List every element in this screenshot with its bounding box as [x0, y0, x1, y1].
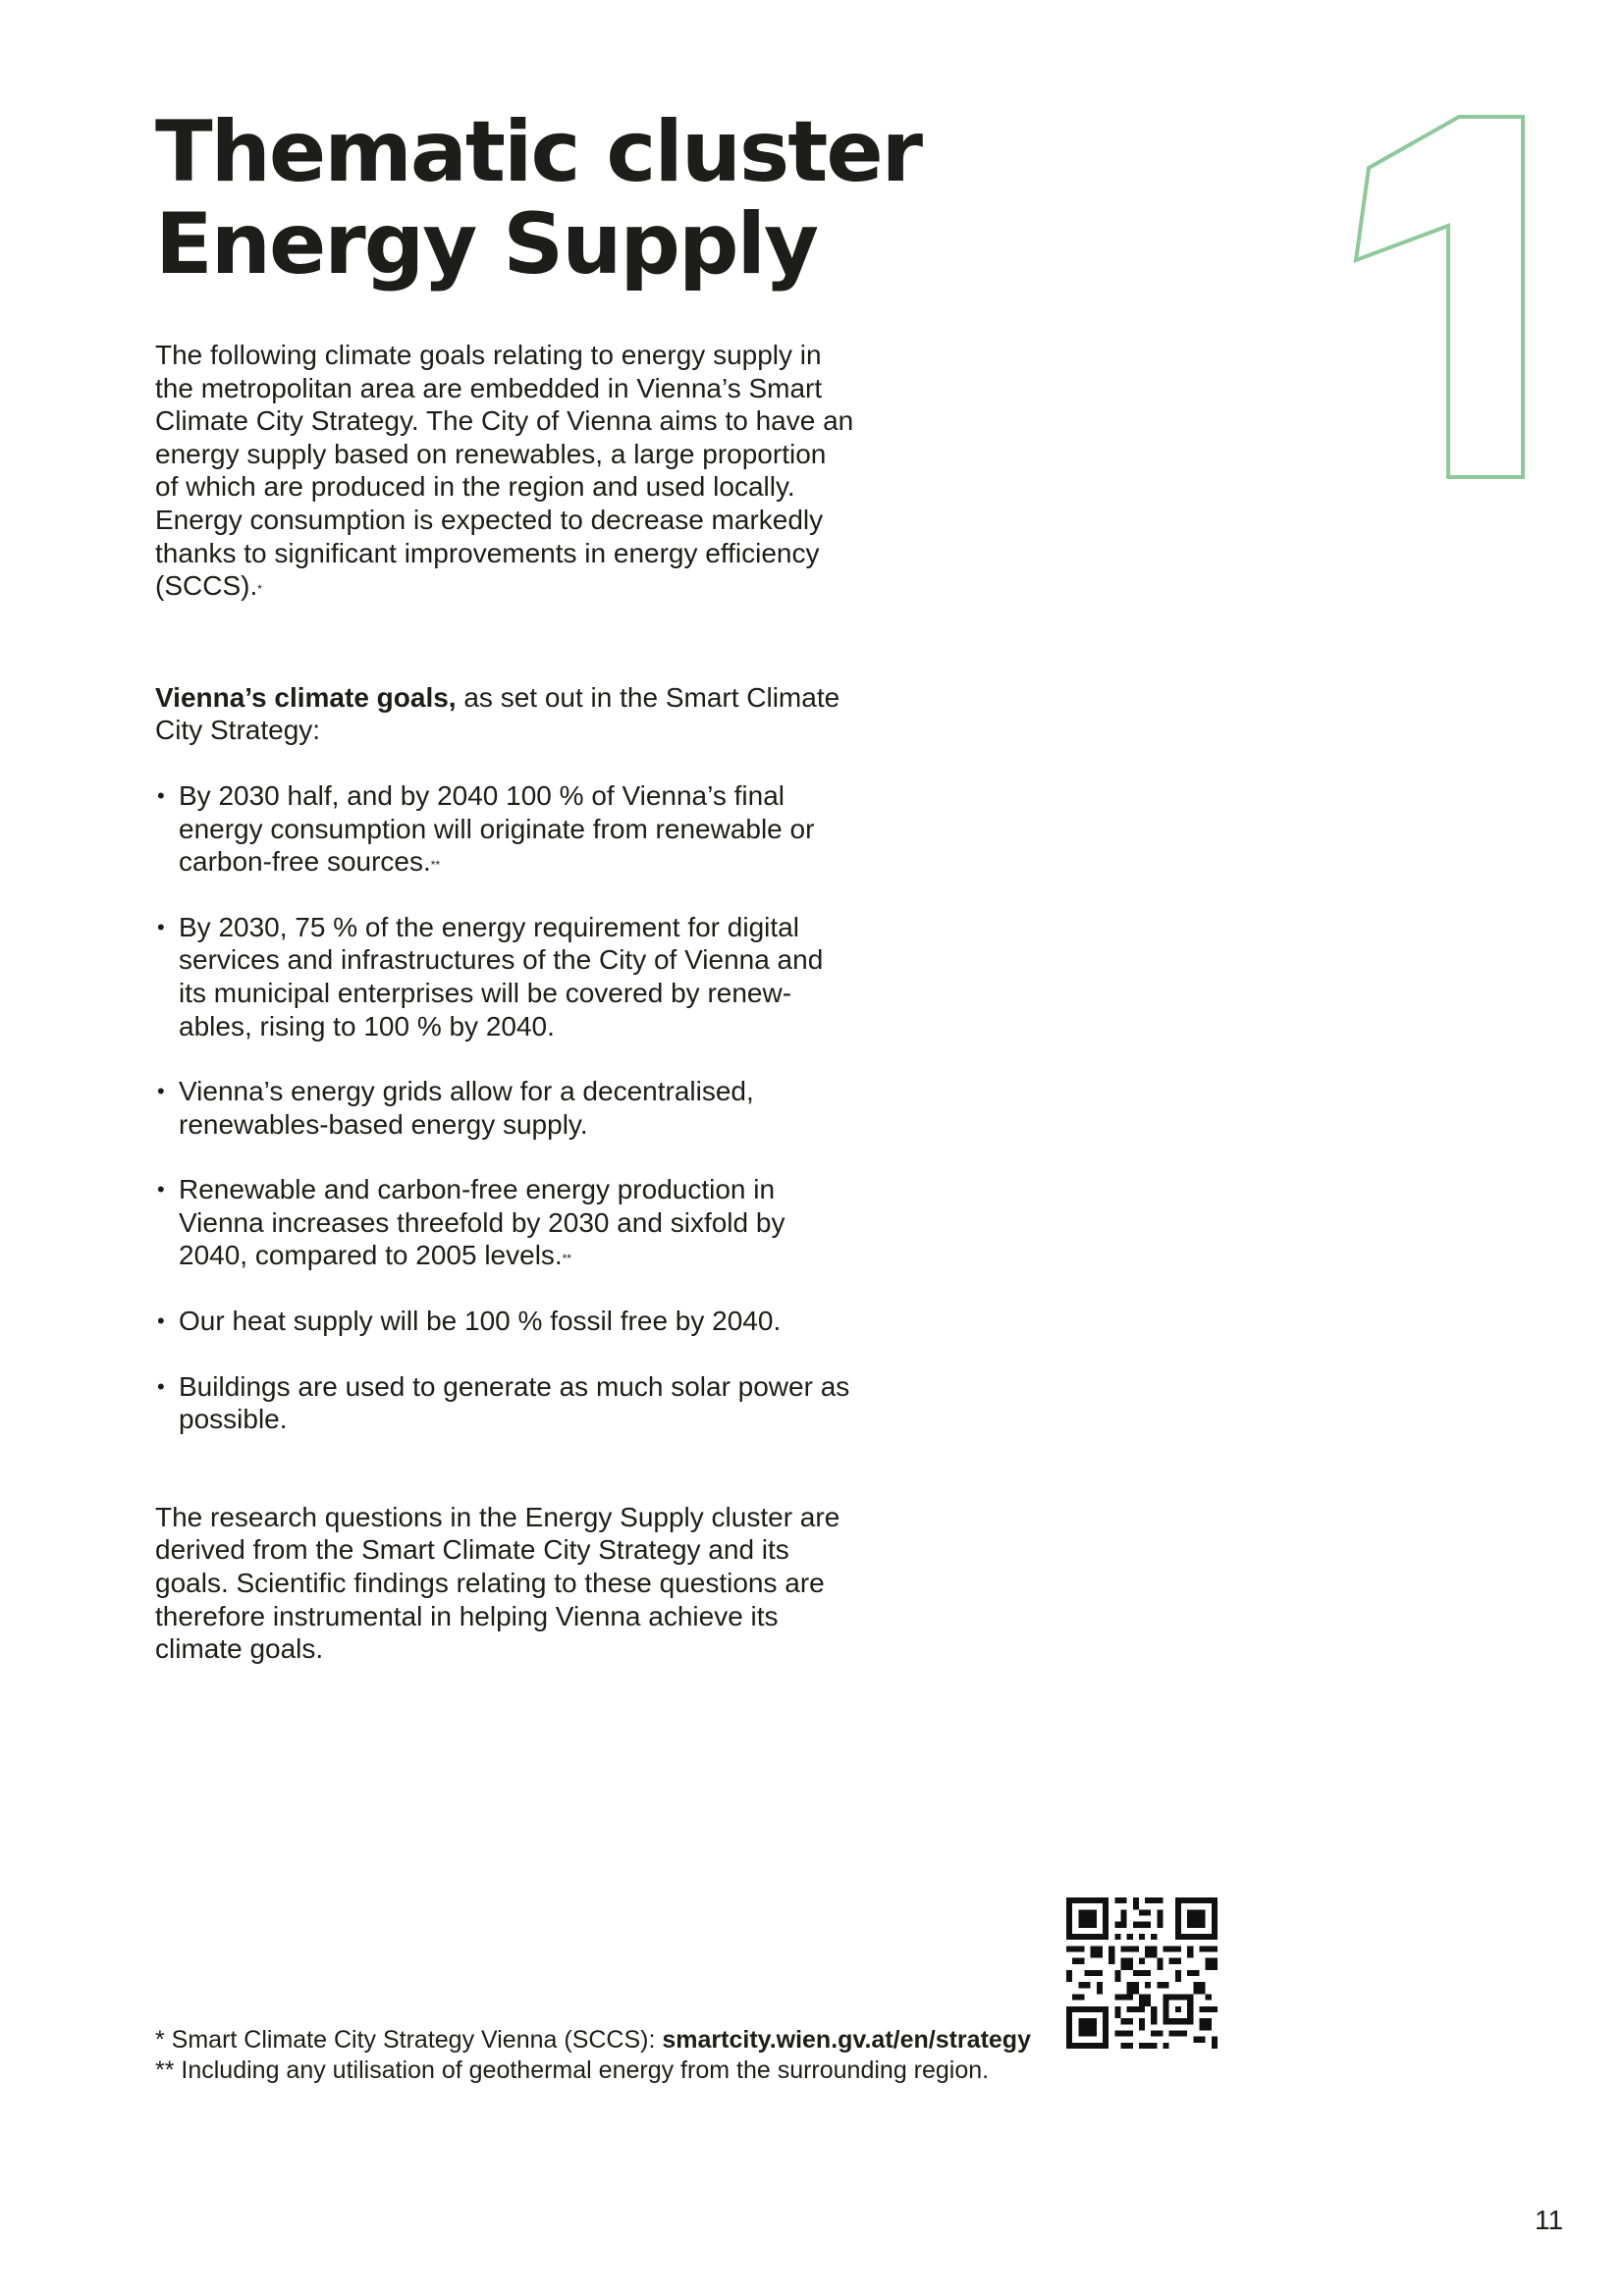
intro-paragraph — [155, 339, 854, 603]
page-title — [155, 103, 960, 294]
goal-text: By 2030, 75 % of the energy requirement for digital services and infrastructures of the City of Vienna and its municipal enterprises will be covered by renewables, rising to 100 % by 2040. — [179, 911, 824, 1041]
list-item — [155, 779, 854, 879]
list-item — [155, 1370, 854, 1436]
footnote-1 — [155, 2025, 1031, 2056]
goals-lead-bold: Vienna’s climate goals, — [155, 681, 457, 713]
main-content — [155, 339, 854, 1666]
title-line-2: Energy Supply — [155, 195, 818, 294]
list-item — [155, 1173, 854, 1272]
footnote-2: ** Including any utilisation of geothermal energy from the surrounding region. — [155, 2056, 990, 2084]
goals-list — [155, 779, 854, 1436]
list-item — [155, 1075, 854, 1141]
goal-text: Buildings are used to generate as much solar power as possible. — [179, 1370, 850, 1435]
qr-code[interactable] — [1066, 1897, 1218, 2049]
chapter-number-graphic — [1345, 113, 1532, 486]
footnote-1-text: * Smart Climate City Strategy Vienna (SCCS): — [155, 2026, 663, 2054]
footnote-mark: * — [257, 582, 262, 597]
title-line-1: Thematic cluster — [155, 103, 922, 201]
goals-lead — [155, 681, 854, 747]
page-number: 11 — [1535, 2205, 1564, 2235]
goal-text: By 2030 half, and by 2040 100 % of Vienna’s final energy consumption will originate from renewable or carbon-free sources. — [179, 779, 815, 878]
footnotes — [155, 2025, 1031, 2086]
footnote-mark: ** — [562, 1252, 572, 1266]
intro-text: The following climate goals relating to energy supply in the metropolitan area are embedded in Vienna’s Smart Climate City Strategy. The City of Vienna aims to have an energy supply based on renewables, a large proportion of which are produced in the region and used locally. Energy consumption is expected to decrease markedly thanks to significant improvements in energy efficiency (SCCS). — [155, 340, 854, 602]
footnote-mark: ** — [430, 858, 441, 873]
strategy-link[interactable]: smartcity.wien.gv.at/en/strategy — [662, 2026, 1031, 2054]
closing-paragraph: The research questions in the Energy Supply cluster are derived from the Smart Climate City Strategy and its goals. Scientific findings relating to these questions are therefore instrumental in helping Vienna achieve its climate goals. — [155, 1501, 840, 1665]
goal-text: Renewable and carbon-free energy production in Vienna increases threefold by 2030 and sixfold by 2040, compared to 2005 levels. — [179, 1174, 785, 1271]
goal-text: Vienna’s energy grids allow for a decentralised, renewables-based energy supply. — [179, 1076, 754, 1140]
list-item — [155, 911, 854, 1042]
goal-text: Our heat supply will be 100 % fossil free by 2040. — [179, 1306, 782, 1337]
goals-lead-rest: as set out in the Smart Climate City Strategy: — [155, 681, 840, 746]
list-item — [155, 1305, 854, 1338]
